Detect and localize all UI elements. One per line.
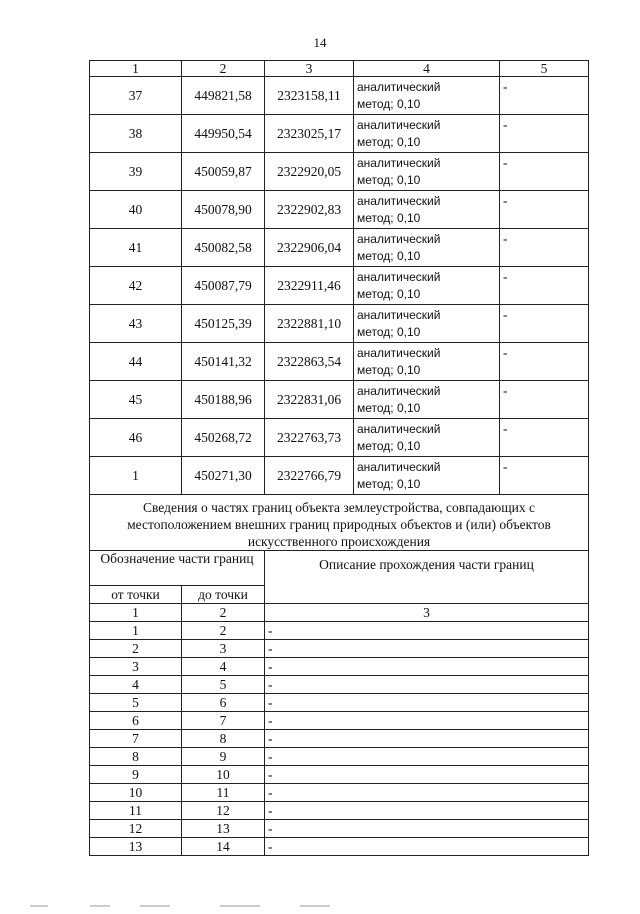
coord-row — [90, 153, 589, 191]
footer-marks — [30, 896, 450, 901]
part-description: - — [265, 712, 589, 730]
coord-y: 2323158,11 — [265, 77, 354, 115]
coord-row — [90, 267, 589, 305]
method-cell — [354, 229, 500, 267]
coord-y: 2322911,46 — [265, 267, 354, 305]
method-line-1: аналитический — [357, 155, 441, 170]
part-description: - — [265, 820, 589, 838]
description-cell: - — [500, 115, 589, 153]
method-cell — [354, 305, 500, 343]
method-cell — [354, 381, 500, 419]
coord-x: 450059,87 — [182, 153, 265, 191]
part-description: - — [265, 676, 589, 694]
parts-col-3: 3 — [265, 604, 589, 622]
to-point: 3 — [182, 640, 265, 658]
point-number: 43 — [90, 305, 182, 343]
method-cell — [354, 419, 500, 457]
coord-x: 450087,79 — [182, 267, 265, 305]
point-number: 1 — [90, 457, 182, 495]
point-number: 39 — [90, 153, 182, 191]
from-point: 13 — [90, 838, 182, 856]
coord-y: 2322831,06 — [265, 381, 354, 419]
col-header-3: 3 — [265, 61, 354, 77]
parts-row — [90, 748, 589, 766]
from-point: 6 — [90, 712, 182, 730]
column-header-row — [90, 61, 589, 77]
method-line-1: аналитический — [357, 117, 441, 132]
page-number: 14 — [313, 35, 327, 50]
coord-x: 449950,54 — [182, 115, 265, 153]
point-number: 46 — [90, 419, 182, 457]
parts-row — [90, 766, 589, 784]
method-line-2: метод; 0,10 — [357, 248, 421, 263]
from-point: 3 — [90, 658, 182, 676]
coord-y: 2322766,79 — [265, 457, 354, 495]
point-number: 41 — [90, 229, 182, 267]
description-cell: - — [500, 419, 589, 457]
from-point: 7 — [90, 730, 182, 748]
col-header-4: 4 — [354, 61, 500, 77]
point-number: 42 — [90, 267, 182, 305]
coord-row — [90, 77, 589, 115]
part-description: - — [265, 658, 589, 676]
parts-row — [90, 694, 589, 712]
to-point-header: до точки — [182, 586, 265, 604]
point-number: 45 — [90, 381, 182, 419]
point-number: 40 — [90, 191, 182, 229]
col-header-2: 2 — [182, 61, 265, 77]
point-number: 44 — [90, 343, 182, 381]
from-point: 1 — [90, 622, 182, 640]
coord-row — [90, 457, 589, 495]
from-point-header: от точки — [90, 586, 182, 604]
from-point: 2 — [90, 640, 182, 658]
description-cell: - — [500, 267, 589, 305]
section-title: Сведения о частях границ объекта землеустройства, совпадающих с местоположением внешних границ природных объектов и (или) объектов искусственного происхождения — [90, 495, 589, 551]
to-point: 12 — [182, 802, 265, 820]
col-header-5: 5 — [500, 61, 589, 77]
parts-row — [90, 784, 589, 802]
parts-row — [90, 676, 589, 694]
parts-row — [90, 658, 589, 676]
method-cell — [354, 457, 500, 495]
section-title-row — [90, 495, 589, 551]
coord-x: 450125,39 — [182, 305, 265, 343]
part-description: - — [265, 640, 589, 658]
coord-y: 2322881,10 — [265, 305, 354, 343]
designation-header: Обозначение части границ — [90, 551, 265, 586]
coord-x: 450188,96 — [182, 381, 265, 419]
parts-header-row — [90, 551, 589, 586]
coord-row — [90, 419, 589, 457]
method-line-1: аналитический — [357, 307, 441, 322]
to-point: 6 — [182, 694, 265, 712]
parts-row — [90, 730, 589, 748]
method-line-1: аналитический — [357, 193, 441, 208]
to-point: 4 — [182, 658, 265, 676]
method-cell — [354, 191, 500, 229]
method-line-1: аналитический — [357, 345, 441, 360]
parts-col-2: 2 — [182, 604, 265, 622]
method-cell — [354, 77, 500, 115]
part-description: - — [265, 622, 589, 640]
coord-y: 2323025,17 — [265, 115, 354, 153]
from-point: 8 — [90, 748, 182, 766]
parts-row — [90, 820, 589, 838]
coord-row — [90, 115, 589, 153]
parts-row — [90, 838, 589, 856]
to-point: 7 — [182, 712, 265, 730]
boundary-table — [89, 60, 589, 856]
to-point: 14 — [182, 838, 265, 856]
part-description: - — [265, 730, 589, 748]
point-number: 37 — [90, 77, 182, 115]
coord-row — [90, 191, 589, 229]
description-cell: - — [500, 77, 589, 115]
method-line-2: метод; 0,10 — [357, 400, 421, 415]
to-point: 8 — [182, 730, 265, 748]
coord-x: 450268,72 — [182, 419, 265, 457]
method-line-2: метод; 0,10 — [357, 134, 421, 149]
to-point: 13 — [182, 820, 265, 838]
method-line-1: аналитический — [357, 231, 441, 246]
method-line-1: аналитический — [357, 421, 441, 436]
method-line-2: метод; 0,10 — [357, 476, 421, 491]
coord-row — [90, 343, 589, 381]
to-point: 11 — [182, 784, 265, 802]
coord-y: 2322906,04 — [265, 229, 354, 267]
col-header-1: 1 — [90, 61, 182, 77]
parts-col-1: 1 — [90, 604, 182, 622]
parts-row — [90, 712, 589, 730]
description-cell: - — [500, 381, 589, 419]
coord-row — [90, 381, 589, 419]
part-description: - — [265, 838, 589, 856]
from-point: 5 — [90, 694, 182, 712]
parts-row — [90, 802, 589, 820]
parts-row — [90, 622, 589, 640]
method-cell — [354, 115, 500, 153]
coord-x: 450078,90 — [182, 191, 265, 229]
from-point: 4 — [90, 676, 182, 694]
point-number: 38 — [90, 115, 182, 153]
method-cell — [354, 343, 500, 381]
coord-y: 2322763,73 — [265, 419, 354, 457]
method-line-2: метод; 0,10 — [357, 172, 421, 187]
description-cell: - — [500, 229, 589, 267]
to-point: 9 — [182, 748, 265, 766]
method-cell — [354, 267, 500, 305]
coord-x: 450141,32 — [182, 343, 265, 381]
coord-y: 2322920,05 — [265, 153, 354, 191]
method-line-1: аналитический — [357, 269, 441, 284]
to-point: 10 — [182, 766, 265, 784]
from-point: 12 — [90, 820, 182, 838]
method-line-2: метод; 0,10 — [357, 286, 421, 301]
method-line-2: метод; 0,10 — [357, 324, 421, 339]
part-description: - — [265, 694, 589, 712]
description-cell: - — [500, 191, 589, 229]
parts-row — [90, 640, 589, 658]
method-line-1: аналитический — [357, 459, 441, 474]
coord-row — [90, 229, 589, 267]
from-point: 11 — [90, 802, 182, 820]
method-line-2: метод; 0,10 — [357, 438, 421, 453]
coord-x: 449821,58 — [182, 77, 265, 115]
part-description: - — [265, 784, 589, 802]
method-line-2: метод; 0,10 — [357, 362, 421, 377]
description-cell: - — [500, 343, 589, 381]
coord-y: 2322863,54 — [265, 343, 354, 381]
description-cell: - — [500, 305, 589, 343]
to-point: 2 — [182, 622, 265, 640]
parts-number-row — [90, 604, 589, 622]
from-point: 10 — [90, 784, 182, 802]
method-cell — [354, 153, 500, 191]
part-description: - — [265, 802, 589, 820]
from-point: 9 — [90, 766, 182, 784]
to-point: 5 — [182, 676, 265, 694]
method-line-2: метод; 0,10 — [357, 96, 421, 111]
part-description: - — [265, 748, 589, 766]
coord-x: 450271,30 — [182, 457, 265, 495]
coord-row — [90, 305, 589, 343]
part-description: - — [265, 766, 589, 784]
coord-y: 2322902,83 — [265, 191, 354, 229]
method-line-1: аналитический — [357, 79, 441, 94]
description-cell: - — [500, 153, 589, 191]
description-header: Описание прохождения части границ — [265, 551, 589, 604]
method-line-1: аналитический — [357, 383, 441, 398]
coord-x: 450082,58 — [182, 229, 265, 267]
description-cell: - — [500, 457, 589, 495]
method-line-2: метод; 0,10 — [357, 210, 421, 225]
